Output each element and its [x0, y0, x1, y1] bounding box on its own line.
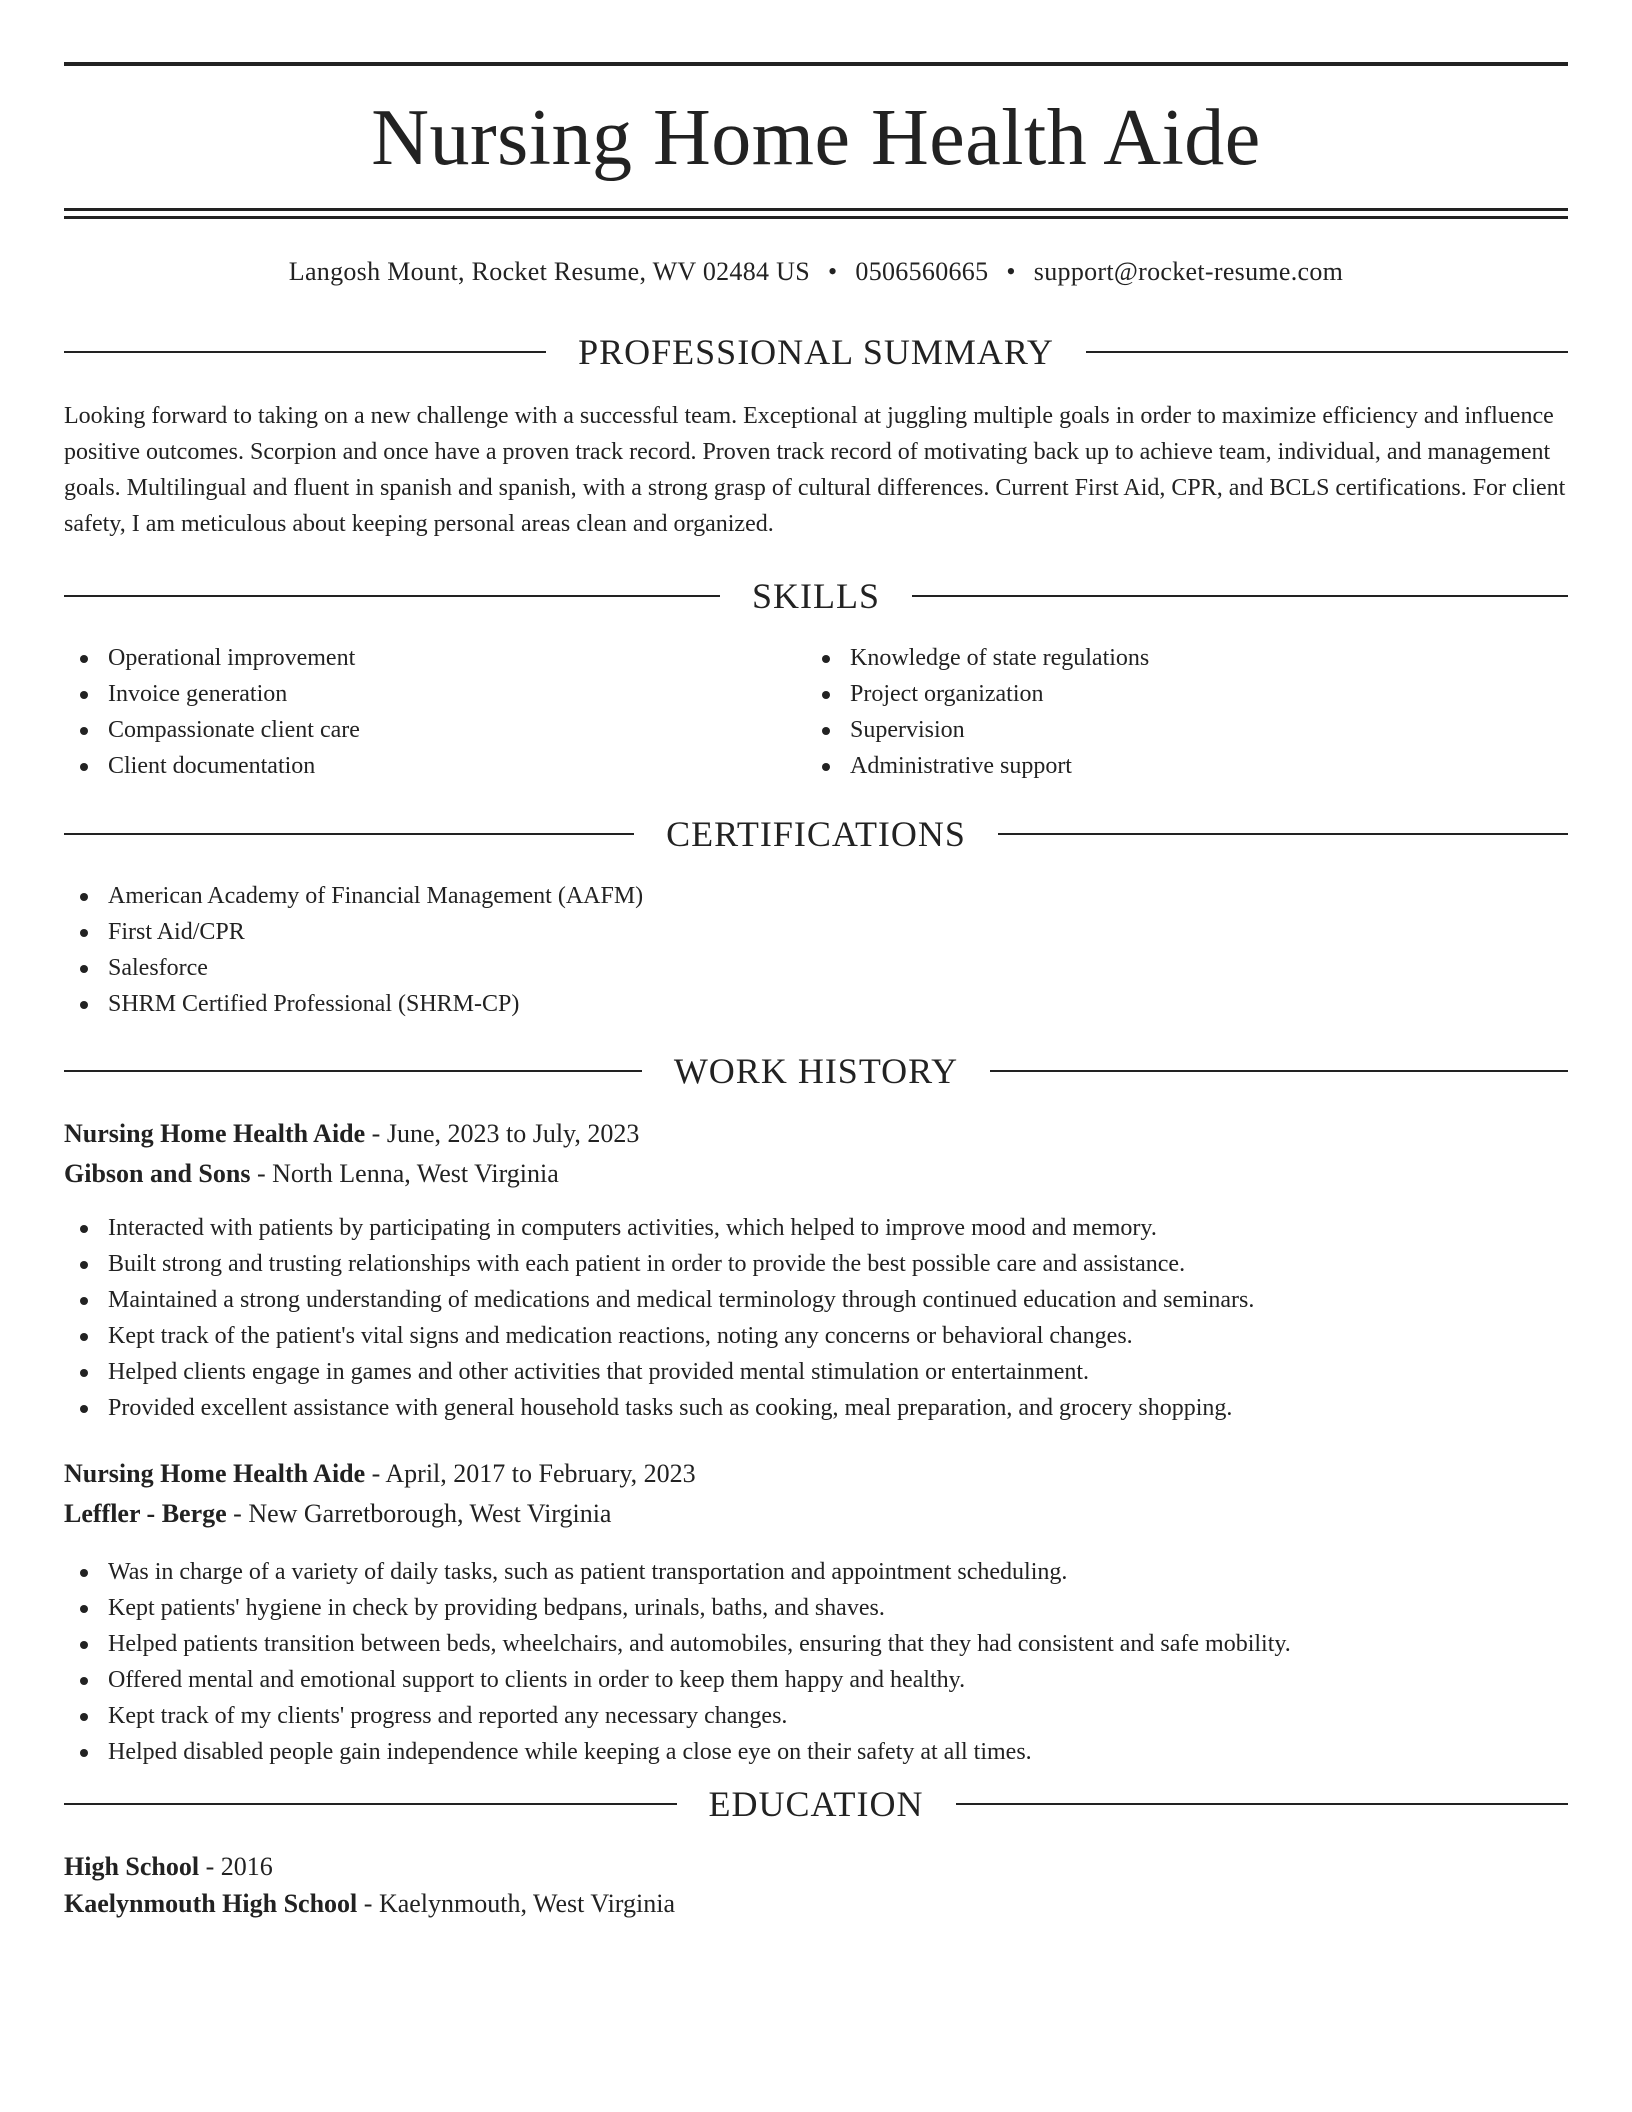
- job-employer: Leffler - Berge: [64, 1499, 227, 1528]
- section-rule: [912, 595, 1568, 597]
- section-rule: [956, 1803, 1569, 1805]
- job-dates: - June, 2023 to July, 2023: [365, 1119, 640, 1148]
- job-location: - North Lenna, West Virginia: [250, 1159, 559, 1188]
- skill-item: Operational improvement: [64, 640, 804, 676]
- job-duty-item: Helped disabled people gain independence while keeping a close eye on their safety at all times.: [64, 1734, 1568, 1770]
- skill-item: Invoice generation: [64, 676, 804, 712]
- contact-phone: 0506560665: [855, 257, 989, 286]
- section-header-skills: [64, 571, 1568, 621]
- section-title: PROFESSIONAL SUMMARY: [578, 332, 1054, 372]
- job-employer-line: [64, 1494, 1568, 1534]
- job-location: - New Garretborough, West Virginia: [226, 1499, 612, 1528]
- section-rule: [64, 595, 720, 597]
- contact-separator: •: [827, 257, 838, 286]
- skills-list-left: [64, 640, 804, 784]
- skill-item: Project organization: [806, 676, 1546, 712]
- section-header-education: [64, 1779, 1568, 1829]
- certification-item: SHRM Certified Professional (SHRM-CP): [64, 986, 1568, 1022]
- section-rule: [990, 1070, 1568, 1072]
- skill-item: Knowledge of state regulations: [806, 640, 1546, 676]
- certification-item: First Aid/CPR: [64, 914, 1568, 950]
- skill-item: Client documentation: [64, 748, 804, 784]
- certification-item: American Academy of Financial Management (AAFM): [64, 878, 1568, 914]
- job-duty-item: Offered mental and emotional support to clients in order to keep them happy and healthy.: [64, 1662, 1568, 1698]
- education-school: Kaelynmouth High School: [64, 1889, 358, 1918]
- job-duties-list: [64, 1210, 1568, 1426]
- contact-address: Langosh Mount, Rocket Resume, WV 02484 US: [288, 257, 810, 286]
- skill-item: Administrative support: [806, 748, 1546, 784]
- job-duties-list: [64, 1554, 1568, 1770]
- education-degree-line: [64, 1847, 1568, 1887]
- section-rule: [64, 351, 546, 353]
- header-double-rule-upper: [64, 208, 1568, 211]
- job-duty-item: Helped patients transition between beds, wheelchairs, and automobiles, ensuring that they had consistent and safe mobility.: [64, 1626, 1568, 1662]
- job-duty-item: Helped clients engage in games and other activities that provided mental stimulation or entertainment.: [64, 1354, 1568, 1390]
- header-top-rule: [64, 62, 1568, 66]
- section-rule: [1086, 351, 1568, 353]
- job-duty-item: Kept patients' hygiene in check by providing bedpans, urinals, baths, and shaves.: [64, 1590, 1568, 1626]
- job-employer: Gibson and Sons: [64, 1159, 251, 1188]
- education-school-line: [64, 1884, 1568, 1924]
- certification-item: Salesforce: [64, 950, 1568, 986]
- job-title-line: [64, 1454, 1568, 1494]
- section-title: EDUCATION: [708, 1784, 924, 1824]
- education-location: - Kaelynmouth, West Virginia: [357, 1889, 675, 1918]
- section-title: WORK HISTORY: [673, 1051, 959, 1091]
- summary-text: Looking forward to taking on a new challenge with a successful team. Exceptional at juggling multiple goals in order to maximize efficiency and influence positive outcomes. Scorpion and once have a proven track record. Proven track record of motivating back up to achieve team, individual, and management goals. Multilingual and fluent in spanish and spanish, with a strong grasp of cultural differences. Current First Aid, CPR, and BCLS certifications. For client safety, I am meticulous about keeping personal areas clean and organized.: [64, 403, 1566, 537]
- skill-item: Compassionate client care: [64, 712, 804, 748]
- contact-line: [64, 252, 1568, 292]
- job-title: Nursing Home Health Aide: [64, 1459, 366, 1488]
- section-rule: [64, 1070, 642, 1072]
- job-duty-item: Built strong and trusting relationships with each patient in order to provide the best possible care and assistance.: [64, 1246, 1568, 1282]
- education-year: - 2016: [199, 1852, 273, 1881]
- job-duty-item: Was in charge of a variety of daily tasks, such as patient transportation and appointment scheduling.: [64, 1554, 1568, 1590]
- certifications-list: [64, 878, 1568, 1022]
- contact-separator: •: [1006, 257, 1016, 286]
- section-header-work-history: [64, 1046, 1568, 1096]
- skills-list-right: [806, 640, 1546, 784]
- section-title: SKILLS: [752, 576, 881, 616]
- section-header-summary: [64, 327, 1568, 377]
- job-duty-item: Provided excellent assistance with general household tasks such as cooking, meal preparation, and grocery shopping.: [64, 1390, 1568, 1426]
- job-employer-line: [64, 1154, 1568, 1194]
- education-degree: High School: [64, 1852, 200, 1881]
- contact-email: support@rocket-resume.com: [1033, 257, 1344, 286]
- job-duty-item: Maintained a strong understanding of medications and medical terminology through continued education and seminars.: [64, 1282, 1568, 1318]
- section-title: CERTIFICATIONS: [666, 814, 966, 854]
- job-duty-item: Interacted with patients by participating in computers activities, which helped to improve mood and memory.: [64, 1210, 1568, 1246]
- job-title: Nursing Home Health Aide: [64, 1119, 366, 1148]
- job-dates: - April, 2017 to February, 2023: [365, 1459, 696, 1488]
- section-rule: [64, 833, 634, 835]
- header-double-rule-lower: [64, 216, 1568, 219]
- job-duty-item: Kept track of the patient's vital signs and medication reactions, noting any concerns or behavioral changes.: [64, 1318, 1568, 1354]
- skill-item: Supervision: [806, 712, 1546, 748]
- candidate-name: Nursing Home Health Aide: [371, 94, 1261, 182]
- section-rule: [998, 833, 1568, 835]
- job-title-line: [64, 1114, 1568, 1154]
- section-header-certifications: [64, 809, 1568, 859]
- section-rule: [64, 1803, 677, 1805]
- job-duty-item: Kept track of my clients' progress and reported any necessary changes.: [64, 1698, 1568, 1734]
